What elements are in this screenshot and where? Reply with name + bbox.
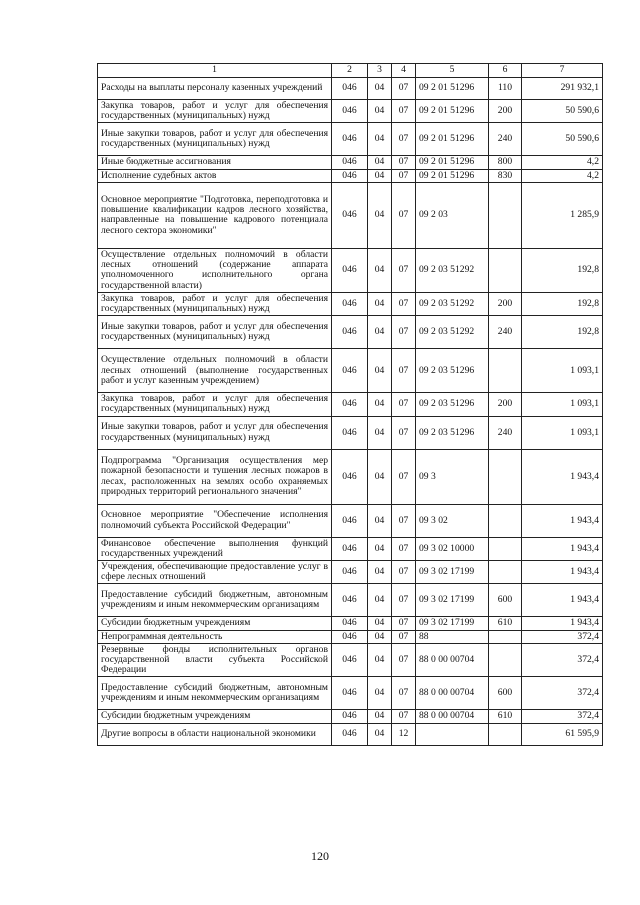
admin-code-cell: 046 bbox=[332, 248, 368, 292]
expense-type-cell: 610 bbox=[489, 617, 522, 630]
table-row bbox=[98, 617, 603, 630]
target-code-cell: 09 2 03 51292 bbox=[416, 316, 489, 349]
subsection-code-cell: 07 bbox=[392, 349, 416, 393]
subsection-code-cell: 07 bbox=[392, 630, 416, 643]
expense-type-cell bbox=[489, 630, 522, 643]
admin-code-cell: 046 bbox=[332, 182, 368, 248]
expense-type-cell: 600 bbox=[489, 584, 522, 617]
table-row bbox=[98, 316, 603, 349]
section-code-cell: 04 bbox=[368, 316, 392, 349]
table-row bbox=[98, 561, 603, 584]
subsection-code-cell: 07 bbox=[392, 316, 416, 349]
subsection-code-cell: 07 bbox=[392, 537, 416, 560]
amount-cell: 1 943,4 bbox=[522, 537, 603, 560]
admin-code-cell: 046 bbox=[332, 723, 368, 745]
amount-cell: 372,4 bbox=[522, 643, 603, 677]
expense-type-cell: 240 bbox=[489, 416, 522, 449]
table-row bbox=[98, 449, 603, 504]
amount-cell: 192,8 bbox=[522, 292, 603, 315]
row-name-cell: Субсидии бюджетным учреждениям bbox=[98, 710, 332, 723]
column-header: 4 bbox=[392, 64, 416, 78]
section-code-cell: 04 bbox=[368, 449, 392, 504]
row-name-cell: Финансовое обеспечение выполнения функций государственных учреждений bbox=[98, 537, 332, 560]
section-code-cell: 04 bbox=[368, 100, 392, 123]
table-row bbox=[98, 416, 603, 449]
target-code-cell: 88 0 00 00704 bbox=[416, 710, 489, 723]
column-header: 2 bbox=[332, 64, 368, 78]
section-code-cell: 04 bbox=[368, 723, 392, 745]
table-row bbox=[98, 537, 603, 560]
amount-cell: 4,2 bbox=[522, 156, 603, 169]
admin-code-cell: 046 bbox=[332, 316, 368, 349]
expense-type-cell bbox=[489, 182, 522, 248]
section-code-cell: 04 bbox=[368, 169, 392, 182]
row-name-cell: Исполнение судебных актов bbox=[98, 169, 332, 182]
expense-type-cell bbox=[489, 349, 522, 393]
subsection-code-cell: 07 bbox=[392, 677, 416, 710]
admin-code-cell: 046 bbox=[332, 292, 368, 315]
target-code-cell: 88 0 00 00704 bbox=[416, 643, 489, 677]
table-row bbox=[98, 248, 603, 292]
section-code-cell: 04 bbox=[368, 677, 392, 710]
section-code-cell: 04 bbox=[368, 630, 392, 643]
subsection-code-cell: 07 bbox=[392, 100, 416, 123]
amount-cell: 192,8 bbox=[522, 316, 603, 349]
expense-type-cell bbox=[489, 643, 522, 677]
target-code-cell: 09 3 02 17199 bbox=[416, 617, 489, 630]
table-body bbox=[98, 78, 603, 746]
admin-code-cell: 046 bbox=[332, 156, 368, 169]
amount-cell: 1 943,4 bbox=[522, 561, 603, 584]
target-code-cell: 09 2 03 51296 bbox=[416, 349, 489, 393]
amount-cell: 372,4 bbox=[522, 710, 603, 723]
section-code-cell: 04 bbox=[368, 504, 392, 537]
table-row bbox=[98, 78, 603, 100]
expense-type-cell bbox=[489, 723, 522, 745]
amount-cell: 1 093,1 bbox=[522, 393, 603, 416]
row-name-cell: Осуществление отдельных полномочий в области лесных отношений (содержание аппарата уполномоченного исполнительного органа государственной власти) bbox=[98, 248, 332, 292]
row-name-cell: Подпрограмма "Организация осуществления мер пожарной безопасности и тушения лесных пожаров в лесах, расположенных на землях особо охраняемых природных территорий регионального значения" bbox=[98, 449, 332, 504]
expense-type-cell: 200 bbox=[489, 393, 522, 416]
table-row bbox=[98, 630, 603, 643]
subsection-code-cell: 07 bbox=[392, 169, 416, 182]
amount-cell: 1 943,4 bbox=[522, 584, 603, 617]
expense-type-cell: 830 bbox=[489, 169, 522, 182]
table-row bbox=[98, 677, 603, 710]
amount-cell: 1 943,4 bbox=[522, 449, 603, 504]
row-name-cell: Закупка товаров, работ и услуг для обеспечения государственных (муниципальных) нужд bbox=[98, 100, 332, 123]
table-row bbox=[98, 723, 603, 745]
target-code-cell: 09 2 01 51296 bbox=[416, 78, 489, 100]
expense-type-cell: 200 bbox=[489, 100, 522, 123]
column-header: 6 bbox=[489, 64, 522, 78]
table-row bbox=[98, 393, 603, 416]
target-code-cell: 88 bbox=[416, 630, 489, 643]
table-row bbox=[98, 504, 603, 537]
table-row bbox=[98, 584, 603, 617]
table-row bbox=[98, 182, 603, 248]
section-code-cell: 04 bbox=[368, 537, 392, 560]
section-code-cell: 04 bbox=[368, 248, 392, 292]
column-header: 1 bbox=[98, 64, 332, 78]
section-code-cell: 04 bbox=[368, 123, 392, 156]
section-code-cell: 04 bbox=[368, 349, 392, 393]
subsection-code-cell: 07 bbox=[392, 393, 416, 416]
row-name-cell: Непрограммная деятельность bbox=[98, 630, 332, 643]
row-name-cell: Иные бюджетные ассигнования bbox=[98, 156, 332, 169]
table-row bbox=[98, 169, 603, 182]
expense-type-cell bbox=[489, 449, 522, 504]
admin-code-cell: 046 bbox=[332, 537, 368, 560]
table-row bbox=[98, 123, 603, 156]
table-row bbox=[98, 710, 603, 723]
subsection-code-cell: 07 bbox=[392, 78, 416, 100]
expense-type-cell: 240 bbox=[489, 123, 522, 156]
section-code-cell: 04 bbox=[368, 643, 392, 677]
table-row bbox=[98, 156, 603, 169]
expense-type-cell bbox=[489, 537, 522, 560]
expense-type-cell: 240 bbox=[489, 316, 522, 349]
amount-cell: 1 093,1 bbox=[522, 416, 603, 449]
admin-code-cell: 046 bbox=[332, 561, 368, 584]
expense-type-cell: 800 bbox=[489, 156, 522, 169]
header-row bbox=[98, 64, 603, 78]
target-code-cell: 09 2 01 51296 bbox=[416, 123, 489, 156]
expense-type-cell bbox=[489, 561, 522, 584]
admin-code-cell: 046 bbox=[332, 677, 368, 710]
row-name-cell: Иные закупки товаров, работ и услуг для обеспечения государственных (муниципальных) нужд bbox=[98, 123, 332, 156]
admin-code-cell: 046 bbox=[332, 584, 368, 617]
admin-code-cell: 046 bbox=[332, 349, 368, 393]
admin-code-cell: 046 bbox=[332, 123, 368, 156]
table-row bbox=[98, 292, 603, 315]
table-row bbox=[98, 349, 603, 393]
amount-cell: 1 943,4 bbox=[522, 617, 603, 630]
expense-type-cell: 110 bbox=[489, 78, 522, 100]
subsection-code-cell: 07 bbox=[392, 156, 416, 169]
row-name-cell: Расходы на выплаты персоналу казенных учреждений bbox=[98, 78, 332, 100]
column-header: 5 bbox=[416, 64, 489, 78]
admin-code-cell: 046 bbox=[332, 630, 368, 643]
admin-code-cell: 046 bbox=[332, 393, 368, 416]
section-code-cell: 04 bbox=[368, 584, 392, 617]
target-code-cell: 09 2 03 51296 bbox=[416, 416, 489, 449]
subsection-code-cell: 07 bbox=[392, 617, 416, 630]
budget-table-page bbox=[97, 63, 602, 746]
admin-code-cell: 046 bbox=[332, 100, 368, 123]
subsection-code-cell: 07 bbox=[392, 416, 416, 449]
row-name-cell: Другие вопросы в области национальной экономики bbox=[98, 723, 332, 745]
expense-type-cell bbox=[489, 248, 522, 292]
target-code-cell: 88 0 00 00704 bbox=[416, 677, 489, 710]
expense-type-cell bbox=[489, 504, 522, 537]
target-code-cell: 09 2 01 51296 bbox=[416, 156, 489, 169]
amount-cell: 1 285,9 bbox=[522, 182, 603, 248]
row-name-cell: Учреждения, обеспечивающие предоставление услуг в сфере лесных отношений bbox=[98, 561, 332, 584]
admin-code-cell: 046 bbox=[332, 416, 368, 449]
expense-type-cell: 600 bbox=[489, 677, 522, 710]
expense-type-cell: 200 bbox=[489, 292, 522, 315]
target-code-cell: 09 3 02 17199 bbox=[416, 584, 489, 617]
admin-code-cell: 046 bbox=[332, 449, 368, 504]
target-code-cell: 09 2 03 51292 bbox=[416, 248, 489, 292]
row-name-cell: Закупка товаров, работ и услуг для обеспечения государственных (муниципальных) нужд bbox=[98, 393, 332, 416]
row-name-cell: Иные закупки товаров, работ и услуг для обеспечения государственных (муниципальных) нужд bbox=[98, 316, 332, 349]
target-code-cell: 09 3 02 17199 bbox=[416, 561, 489, 584]
row-name-cell: Основное мероприятие "Подготовка, переподготовка и повышение квалификации кадров лесного хозяйства, направленные на повышение кадрового потенциала лесного сектора экономики" bbox=[98, 182, 332, 248]
subsection-code-cell: 07 bbox=[392, 292, 416, 315]
section-code-cell: 04 bbox=[368, 710, 392, 723]
section-code-cell: 04 bbox=[368, 617, 392, 630]
table-header bbox=[98, 64, 603, 78]
row-name-cell: Осуществление отдельных полномочий в области лесных отношений (выполнение государственных работ и услуг казенным учреждением) bbox=[98, 349, 332, 393]
subsection-code-cell: 07 bbox=[392, 182, 416, 248]
table-row bbox=[98, 643, 603, 677]
page-number: 120 bbox=[311, 849, 329, 863]
subsection-code-cell: 07 bbox=[392, 449, 416, 504]
subsection-code-cell: 07 bbox=[392, 504, 416, 537]
amount-cell: 1 093,1 bbox=[522, 349, 603, 393]
amount-cell: 192,8 bbox=[522, 248, 603, 292]
subsection-code-cell: 07 bbox=[392, 123, 416, 156]
amount-cell: 50 590,6 bbox=[522, 100, 603, 123]
section-code-cell: 04 bbox=[368, 393, 392, 416]
target-code-cell bbox=[416, 723, 489, 745]
row-name-cell: Иные закупки товаров, работ и услуг для обеспечения государственных (муниципальных) нужд bbox=[98, 416, 332, 449]
row-name-cell: Субсидии бюджетным учреждениям bbox=[98, 617, 332, 630]
section-code-cell: 04 bbox=[368, 416, 392, 449]
admin-code-cell: 046 bbox=[332, 504, 368, 537]
row-name-cell: Предоставление субсидий бюджетным, автономным учреждениям и иным некоммерческим организациям bbox=[98, 584, 332, 617]
subsection-code-cell: 12 bbox=[392, 723, 416, 745]
column-header: 3 bbox=[368, 64, 392, 78]
subsection-code-cell: 07 bbox=[392, 643, 416, 677]
section-code-cell: 04 bbox=[368, 156, 392, 169]
budget-table bbox=[97, 63, 603, 746]
target-code-cell: 09 2 03 bbox=[416, 182, 489, 248]
admin-code-cell: 046 bbox=[332, 617, 368, 630]
amount-cell: 291 932,1 bbox=[522, 78, 603, 100]
amount-cell: 372,4 bbox=[522, 630, 603, 643]
row-name-cell: Основное мероприятие "Обеспечение исполнения полномочий субъекта Российской Федерации" bbox=[98, 504, 332, 537]
row-name-cell: Закупка товаров, работ и услуг для обеспечения государственных (муниципальных) нужд bbox=[98, 292, 332, 315]
amount-cell: 1 943,4 bbox=[522, 504, 603, 537]
target-code-cell: 09 3 bbox=[416, 449, 489, 504]
amount-cell: 50 590,6 bbox=[522, 123, 603, 156]
target-code-cell: 09 2 01 51296 bbox=[416, 100, 489, 123]
section-code-cell: 04 bbox=[368, 182, 392, 248]
amount-cell: 61 595,9 bbox=[522, 723, 603, 745]
amount-cell: 372,4 bbox=[522, 677, 603, 710]
amount-cell: 4,2 bbox=[522, 169, 603, 182]
target-code-cell: 09 2 03 51296 bbox=[416, 393, 489, 416]
table-row bbox=[98, 100, 603, 123]
admin-code-cell: 046 bbox=[332, 78, 368, 100]
column-header: 7 bbox=[522, 64, 603, 78]
subsection-code-cell: 07 bbox=[392, 561, 416, 584]
target-code-cell: 09 3 02 bbox=[416, 504, 489, 537]
row-name-cell: Предоставление субсидий бюджетным, автономным учреждениям и иным некоммерческим организациям bbox=[98, 677, 332, 710]
admin-code-cell: 046 bbox=[332, 643, 368, 677]
subsection-code-cell: 07 bbox=[392, 584, 416, 617]
target-code-cell: 09 2 03 51292 bbox=[416, 292, 489, 315]
target-code-cell: 09 2 01 51296 bbox=[416, 169, 489, 182]
subsection-code-cell: 07 bbox=[392, 248, 416, 292]
subsection-code-cell: 07 bbox=[392, 710, 416, 723]
admin-code-cell: 046 bbox=[332, 169, 368, 182]
target-code-cell: 09 3 02 10000 bbox=[416, 537, 489, 560]
section-code-cell: 04 bbox=[368, 561, 392, 584]
section-code-cell: 04 bbox=[368, 78, 392, 100]
section-code-cell: 04 bbox=[368, 292, 392, 315]
expense-type-cell: 610 bbox=[489, 710, 522, 723]
row-name-cell: Резервные фонды исполнительных органов государственной власти субъекта Российской Федерации bbox=[98, 643, 332, 677]
admin-code-cell: 046 bbox=[332, 710, 368, 723]
